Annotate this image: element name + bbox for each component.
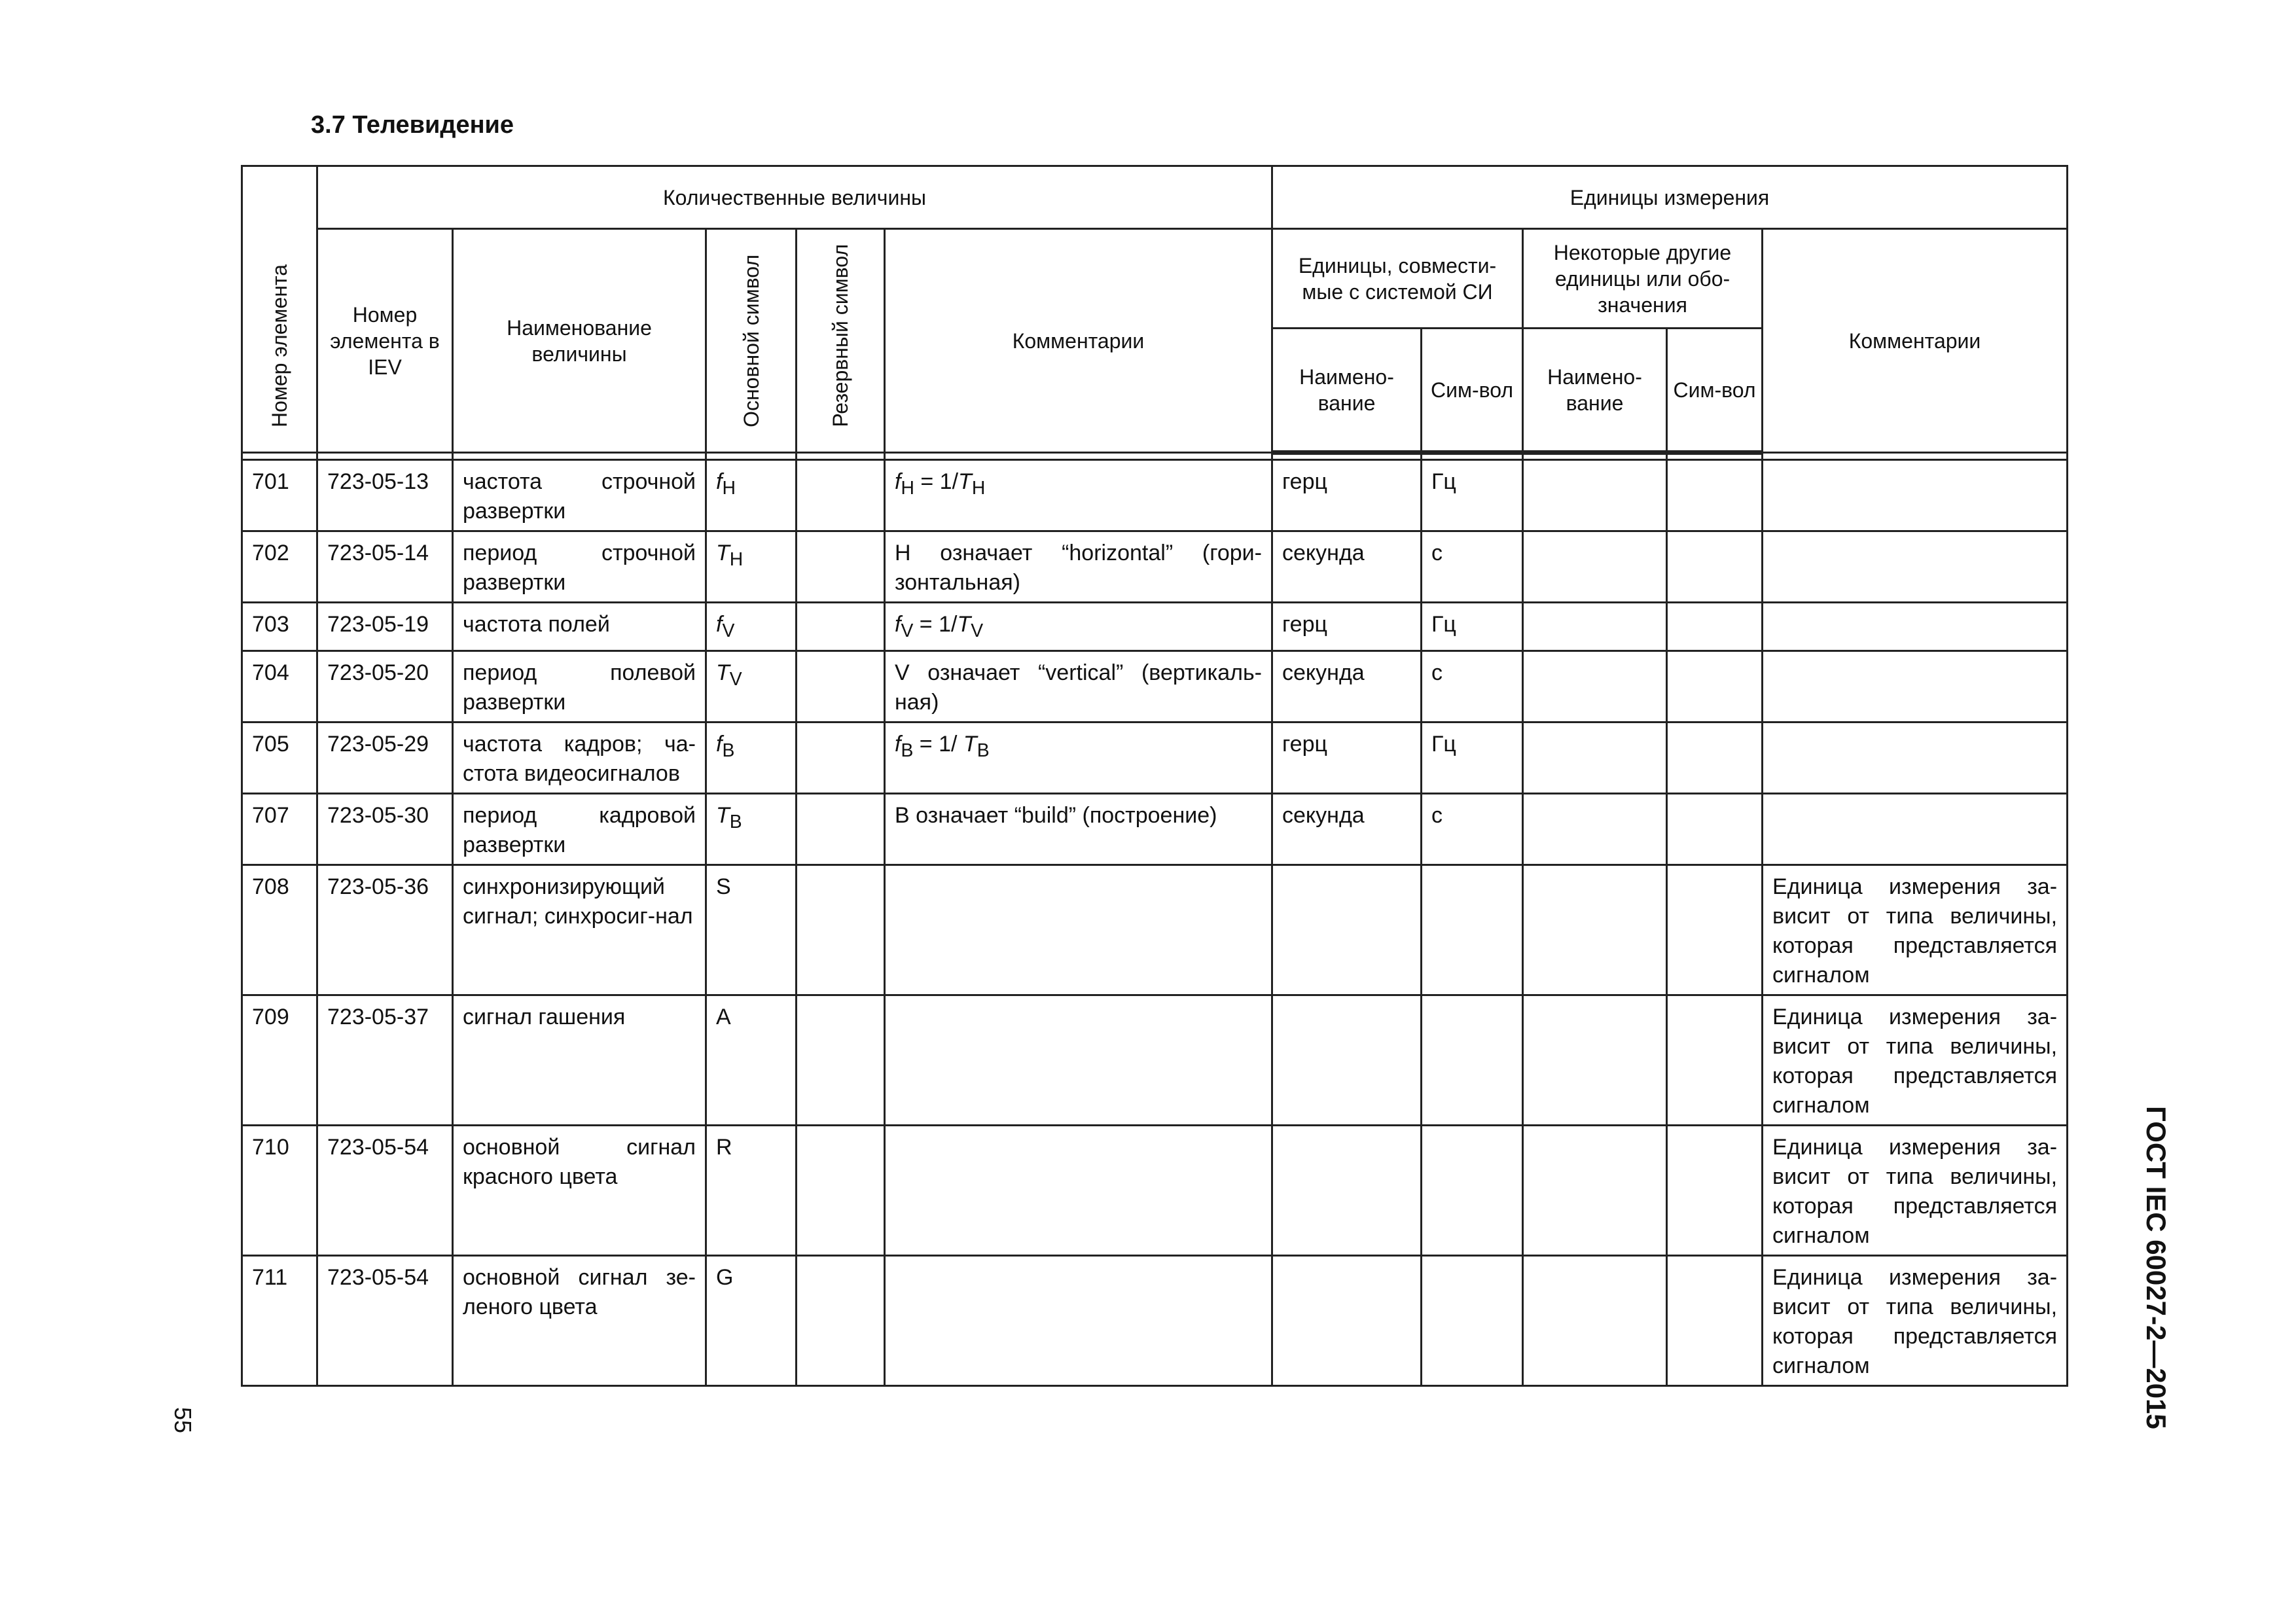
quantity-comment — [885, 1125, 1272, 1255]
row-number: 710 — [242, 1125, 317, 1255]
unit-name: герц — [1272, 722, 1422, 793]
other-unit-name — [1523, 1255, 1667, 1385]
other-unit-symbol — [1667, 722, 1763, 793]
reserve-symbol — [797, 995, 885, 1125]
unit-comment — [1763, 793, 2068, 865]
quantities-table — [241, 165, 2068, 1387]
other-unit-symbol — [1667, 1255, 1763, 1385]
unit-symbol: с — [1422, 651, 1523, 722]
iev-number: 723-05-29 — [317, 722, 453, 793]
quantity-name: сигнал гашения — [453, 995, 706, 1125]
table-row — [242, 603, 2068, 651]
quantity-name: частота строчной развертки — [453, 460, 706, 531]
unit-comment: Единица измерения за-висит от типа величины, которая представляется сигналом — [1763, 1255, 2068, 1385]
table-row — [242, 531, 2068, 603]
other-unit-name — [1523, 793, 1667, 865]
reserve-symbol — [797, 865, 885, 995]
unit-name — [1272, 995, 1422, 1125]
header-quantity-name: Наименование величины — [453, 229, 706, 453]
unit-symbol: с — [1422, 531, 1523, 603]
header-unit-comments: Комментарии — [1763, 229, 2068, 453]
unit-name — [1272, 1125, 1422, 1255]
iev-number: 723-05-30 — [317, 793, 453, 865]
other-unit-symbol — [1667, 995, 1763, 1125]
main-symbol: $T_V$ — [706, 651, 797, 722]
quantity-comment: Н означает “horizontal” (гори-зонтальная) — [885, 531, 1272, 603]
unit-name: секунда — [1272, 651, 1422, 722]
other-unit-symbol — [1667, 651, 1763, 722]
table-row — [242, 1125, 2068, 1255]
quantity-comment: V означает “vertical” (вертикаль-ная) — [885, 651, 1272, 722]
unit-comment: Единица измерения за-висит от типа величины, которая представляется сигналом — [1763, 1125, 2068, 1255]
standard-id: ГОСТ IEC 60027-2—2015 — [2141, 1106, 2172, 1429]
iev-number: 723-05-54 — [317, 1255, 453, 1385]
quantity-name: период строчной развертки — [453, 531, 706, 603]
main-symbol: $f_H$ — [706, 460, 797, 531]
header-si-symbol: Сим-вол — [1422, 329, 1523, 453]
table-body — [242, 453, 2068, 1386]
header-reserve-symbol: Резервный символ — [797, 229, 885, 453]
row-number: 703 — [242, 603, 317, 651]
unit-comment — [1763, 722, 2068, 793]
main-symbol: $f_B$ — [706, 722, 797, 793]
iev-number: 723-05-54 — [317, 1125, 453, 1255]
header-other-units: Некоторые другие единицы или обо-значения — [1523, 229, 1763, 329]
iev-number: 723-05-37 — [317, 995, 453, 1125]
unit-symbol: Гц — [1422, 722, 1523, 793]
unit-symbol: с — [1422, 793, 1523, 865]
unit-comment — [1763, 460, 2068, 531]
quantity-comment — [885, 995, 1272, 1125]
header-units: Единицы измерения — [1272, 166, 2068, 229]
reserve-symbol — [797, 531, 885, 603]
main-symbol: S — [706, 865, 797, 995]
unit-comment: Единица измерения за-висит от типа величины, которая представляется сигналом — [1763, 865, 2068, 995]
iev-number: 723-05-13 — [317, 460, 453, 531]
row-number: 704 — [242, 651, 317, 722]
unit-comment: Единица измерения за-висит от типа величины, которая представляется сигналом — [1763, 995, 2068, 1125]
table-row — [242, 793, 2068, 865]
header-other-symbol: Сим-вол — [1667, 329, 1763, 453]
other-unit-name — [1523, 722, 1667, 793]
other-unit-name — [1523, 1125, 1667, 1255]
quantity-name: период кадровой развертки — [453, 793, 706, 865]
section-title: 3.7 Телевидение — [311, 111, 514, 139]
main-symbol: R — [706, 1125, 797, 1255]
iev-number: 723-05-19 — [317, 603, 453, 651]
other-unit-name — [1523, 865, 1667, 995]
reserve-symbol — [797, 793, 885, 865]
table-row — [242, 865, 2068, 995]
reserve-symbol — [797, 603, 885, 651]
header-main-symbol: Основной символ — [706, 229, 797, 453]
unit-symbol — [1422, 1255, 1523, 1385]
header-si-units: Единицы, совмести-мые с системой СИ — [1272, 229, 1523, 329]
quantity-name: основной сигнал зе-леного цвета — [453, 1255, 706, 1385]
unit-name: секунда — [1272, 793, 1422, 865]
row-number: 708 — [242, 865, 317, 995]
unit-symbol — [1422, 995, 1523, 1125]
table-row — [242, 1255, 2068, 1385]
page-number: 55 — [170, 1407, 196, 1434]
row-number: 705 — [242, 722, 317, 793]
table-row — [242, 995, 2068, 1125]
table-row — [242, 460, 2068, 531]
unit-symbol: Гц — [1422, 460, 1523, 531]
main-symbol: A — [706, 995, 797, 1125]
reserve-symbol — [797, 1255, 885, 1385]
header-quantities: Количественные величины — [317, 166, 1272, 229]
table-row — [242, 651, 2068, 722]
quantity-comment: В означает “build” (построение) — [885, 793, 1272, 865]
quantity-name: синхронизирующий сигнал; синхросиг-нал — [453, 865, 706, 995]
header-iev-number: Номер элемента в IEV — [317, 229, 453, 453]
table-header — [242, 166, 2068, 453]
quantity-name: основной сигнал красного цвета — [453, 1125, 706, 1255]
iev-number: 723-05-36 — [317, 865, 453, 995]
other-unit-name — [1523, 603, 1667, 651]
other-unit-symbol — [1667, 1125, 1763, 1255]
other-unit-symbol — [1667, 865, 1763, 995]
iev-number: 723-05-20 — [317, 651, 453, 722]
unit-symbol — [1422, 865, 1523, 995]
quantity-comment: $f_V = 1/T_V$ — [885, 603, 1272, 651]
other-unit-symbol — [1667, 460, 1763, 531]
other-unit-name — [1523, 531, 1667, 603]
row-number: 711 — [242, 1255, 317, 1385]
table-row — [242, 722, 2068, 793]
row-number: 707 — [242, 793, 317, 865]
main-symbol: G — [706, 1255, 797, 1385]
reserve-symbol — [797, 722, 885, 793]
other-unit-name — [1523, 651, 1667, 722]
quantity-name: период полевой развертки — [453, 651, 706, 722]
header-si-name: Наимено-вание — [1272, 329, 1422, 453]
unit-symbol — [1422, 1125, 1523, 1255]
quantity-comment — [885, 1255, 1272, 1385]
unit-name — [1272, 865, 1422, 995]
quantity-name: частота полей — [453, 603, 706, 651]
reserve-symbol — [797, 460, 885, 531]
row-number: 709 — [242, 995, 317, 1125]
unit-name: секунда — [1272, 531, 1422, 603]
main-symbol: $T_H$ — [706, 531, 797, 603]
other-unit-symbol — [1667, 531, 1763, 603]
quantity-comment — [885, 865, 1272, 995]
other-unit-symbol — [1667, 603, 1763, 651]
unit-symbol: Гц — [1422, 603, 1523, 651]
main-symbol: $T_B$ — [706, 793, 797, 865]
unit-name: герц — [1272, 460, 1422, 531]
header-comments: Комментарии — [885, 229, 1272, 453]
header-other-name: Наимено-вание — [1523, 329, 1667, 453]
quantity-name: частота кадров; ча-стота видеосигналов — [453, 722, 706, 793]
unit-comment — [1763, 603, 2068, 651]
main-symbol: $f_V$ — [706, 603, 797, 651]
iev-number: 723-05-14 — [317, 531, 453, 603]
other-unit-name — [1523, 460, 1667, 531]
unit-name — [1272, 1255, 1422, 1385]
unit-name: герц — [1272, 603, 1422, 651]
row-number: 702 — [242, 531, 317, 603]
row-number: 701 — [242, 460, 317, 531]
other-unit-symbol — [1667, 793, 1763, 865]
other-unit-name — [1523, 995, 1667, 1125]
quantity-comment: $f_H = 1/T_H$ — [885, 460, 1272, 531]
unit-comment — [1763, 651, 2068, 722]
quantity-comment: $f_B = 1/$ $T_B$ — [885, 722, 1272, 793]
reserve-symbol — [797, 651, 885, 722]
unit-comment — [1763, 531, 2068, 603]
reserve-symbol — [797, 1125, 885, 1255]
header-element-number: Номер элемента — [242, 166, 317, 453]
